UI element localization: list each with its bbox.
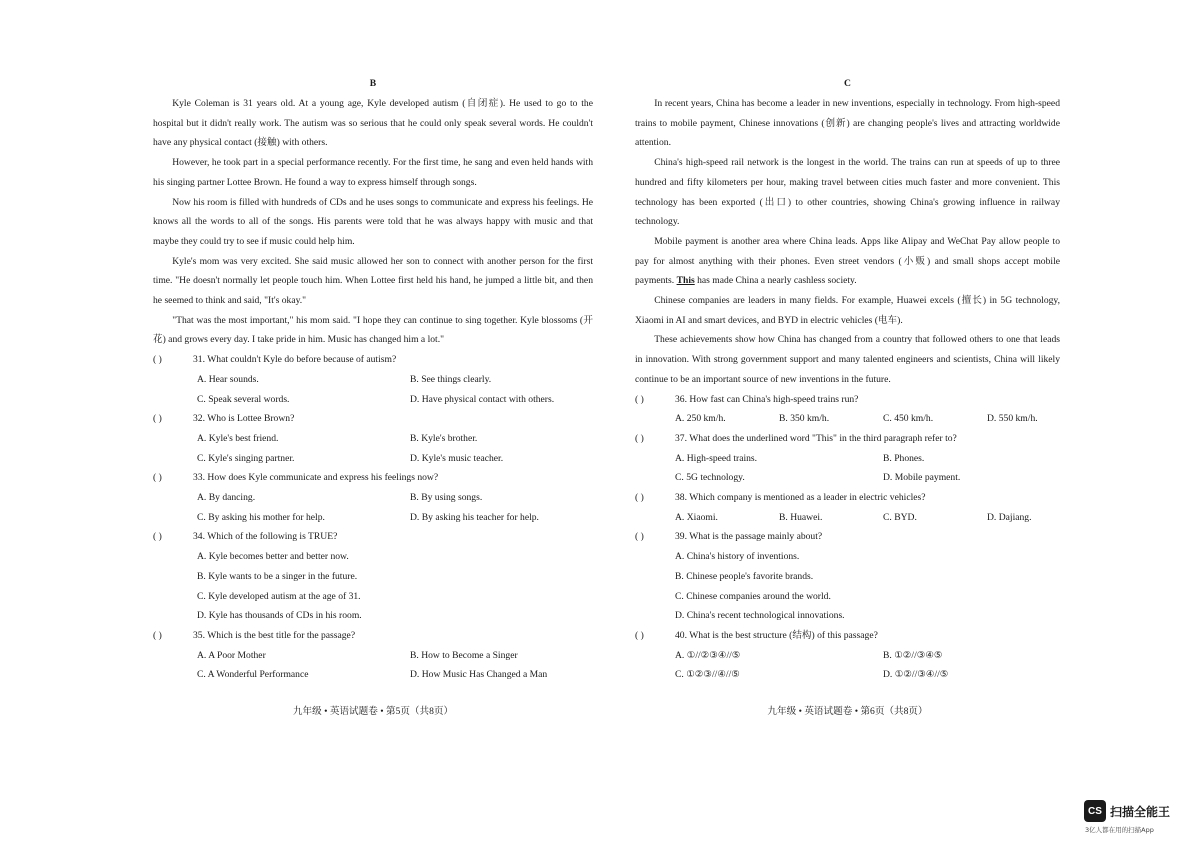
option-a: A. Xiaomi. <box>675 511 718 523</box>
option-b: B. Huawei. <box>779 511 823 523</box>
answer-blank[interactable]: ( ) <box>635 531 644 543</box>
option-c: C. 450 km/h. <box>883 413 934 425</box>
answer-blank[interactable]: ( ) <box>635 393 644 405</box>
option-d: D. Kyle's music teacher. <box>410 452 504 464</box>
left-page <box>153 0 593 685</box>
option-d: D. ①②//③④//⑤ <box>883 669 949 681</box>
paragraph: These achievements show how China has changed from a country that followed others to one that leads in innovation. With strong government support and many talented engineers and scientists, China will likely continue to be an important source of new inventions in the future. <box>635 334 1060 385</box>
question-37 <box>635 429 1060 488</box>
option-d: D. Kyle has thousands of CDs in his room. <box>197 610 362 622</box>
option-c: C. Kyle's singing partner. <box>197 452 295 464</box>
question-40 <box>635 626 1060 685</box>
answer-blank[interactable]: ( ) <box>153 413 162 425</box>
answer-blank[interactable]: ( ) <box>153 472 162 484</box>
question-text: 33. How does Kyle communicate and express his feelings now? <box>193 472 439 484</box>
question-text: 37. What does the underlined word "This" in the third paragraph refer to? <box>675 432 957 444</box>
option-a: A. High-speed trains. <box>675 452 758 464</box>
question-text: 36. How fast can China's high-speed trains run? <box>675 393 859 405</box>
option-c: C. 5G technology. <box>675 472 745 484</box>
answer-blank[interactable]: ( ) <box>635 629 644 641</box>
section-title-c: C <box>844 78 851 89</box>
answer-blank[interactable]: ( ) <box>153 354 162 366</box>
option-b: B. Kyle's brother. <box>410 432 478 444</box>
question-text: 38. Which company is mentioned as a leader in electric vehicles? <box>675 492 926 504</box>
watermark-tagline: 3亿人都在用的扫描App <box>1085 826 1154 834</box>
option-b: B. See things clearly. <box>410 373 492 385</box>
option-c: C. BYD. <box>883 511 917 523</box>
option-b: B. ①②//③④⑤ <box>883 649 943 661</box>
option-a: A. Kyle becomes better and better now. <box>197 551 349 563</box>
option-b: B. Phones. <box>883 452 925 464</box>
paragraph: Chinese companies are leaders in many fields. For example, Huawei excels (擅长) in 5G technology, Xiaomi in AI and smart devices, and BYD in electric vehicles (电车). <box>635 295 1060 326</box>
option-b: B. How to Become a Singer <box>410 649 518 661</box>
option-d: D. How Music Has Changed a Man <box>410 669 548 681</box>
option-c: C. Kyle developed autism at the age of 31. <box>197 590 361 602</box>
option-c: C. ①②③//④//⑤ <box>675 669 740 681</box>
cs-logo-icon: CS <box>1084 800 1106 822</box>
option-c: C. Chinese companies around the world. <box>675 590 831 602</box>
question-38 <box>635 488 1060 527</box>
option-c: C. Speak several words. <box>197 393 290 405</box>
paragraph: Now his room is filled with hundreds of CDs and he uses songs to communicate and express his feelings. He knows all the words to all of the songs. His parents were told that he was always happy with music and that maybe they could try to see if music could help him. <box>153 196 593 247</box>
option-b: B. By using songs. <box>410 492 483 504</box>
passage-b <box>153 94 593 350</box>
option-b: B. 350 km/h. <box>779 413 830 425</box>
question-34 <box>153 527 593 626</box>
option-b: B. Kyle wants to be a singer in the future. <box>197 570 358 582</box>
question-39 <box>635 527 1060 626</box>
option-a: A. ①//②③④//⑤ <box>675 649 741 661</box>
option-a: A. 250 km/h. <box>675 413 726 425</box>
option-d: D. Dajiang. <box>987 511 1032 523</box>
question-36 <box>635 390 1060 429</box>
question-32 <box>153 409 593 468</box>
answer-blank[interactable]: ( ) <box>153 531 162 543</box>
option-c: C. By asking his mother for help. <box>197 511 325 523</box>
question-text: 40. What is the best structure (结构) of this passage? <box>675 629 878 641</box>
option-a: A. Hear sounds. <box>197 373 259 385</box>
paragraph: Kyle's mom was very excited. She said music allowed her son to connect with another person for the first time. "He doesn't normally let people touch him. When Lottee first held his hand, he jumped a little bit, and then he seemed to think and said, "It's okay." <box>153 255 593 307</box>
option-d: D. Mobile payment. <box>883 472 961 484</box>
page-footer-right: 九年级 • 英语试题卷 • 第6页（共8页） <box>767 706 928 717</box>
page-footer-left: 九年级 • 英语试题卷 • 第5页（共8页） <box>292 706 454 717</box>
paragraph: However, he took part in a special performance recently. For the first time, he sang and even held hands with his singing partner Lottee Brown. He found a way to express himself through songs. <box>153 157 593 188</box>
paragraph <box>635 232 1060 291</box>
question-text: 39. What is the passage mainly about? <box>675 531 823 543</box>
section-title-b: B <box>369 78 377 89</box>
option-a: A. China's history of inventions. <box>675 551 800 563</box>
answer-blank[interactable]: ( ) <box>153 629 162 641</box>
watermark-brand: 扫描全能王 <box>1110 804 1171 819</box>
question-text: 34. Which of the following is TRUE? <box>193 531 338 543</box>
paragraph: In recent years, China has become a leader in new inventions, especially in technology. From high-speed trains to mobile payment, Chinese innovations (创新) are changing people's lives and attracting worldwide attention. <box>635 98 1060 149</box>
paragraph: Kyle Coleman is 31 years old. At a young age, Kyle developed autism (自闭症). He used to go to the hospital but it didn't really work. The autism was so serious that he could only speak several words. He couldn't have any physical contact (接触) with others. <box>153 98 593 149</box>
answer-blank[interactable]: ( ) <box>635 492 644 504</box>
question-33 <box>153 468 593 527</box>
question-text: 31. What couldn't Kyle do before because of autism? <box>193 354 397 366</box>
question-text: 32. Who is Lottee Brown? <box>193 413 295 425</box>
passage-c <box>635 94 1060 390</box>
question-31 <box>153 350 593 409</box>
question-35 <box>153 626 593 685</box>
option-c: C. A Wonderful Performance <box>197 669 309 681</box>
paragraph: China's high-speed rail network is the longest in the world. The trains can run at speeds of up to three hundred and fifty kilometers per hour, making travel between cities much faster and more convenient. This technology has been exported (出口) to other countries, showing China's growing influence in railway technology. <box>635 157 1060 228</box>
option-a: A. Kyle's best friend. <box>197 432 279 444</box>
option-a: A. By dancing. <box>197 492 256 504</box>
question-text: 35. Which is the best title for the passage? <box>193 629 356 641</box>
paragraph-text: Mobile payment is another area where China leads. Apps like Alipay and WeChat Pay allow people to pay for almost anything with their phones. Even street vendors (小贩) and small shops accept mobile payments. <box>635 235 1060 287</box>
option-d: D. 550 km/h. <box>987 413 1038 425</box>
scanner-watermark <box>1084 800 1170 822</box>
right-page <box>635 0 1060 685</box>
paragraph-text: has made China a nearly cashless society. <box>694 275 857 287</box>
option-d: D. Have physical contact with others. <box>410 393 555 405</box>
underlined-word-this: This <box>676 275 695 287</box>
option-d: D. By asking his teacher for help. <box>410 511 539 523</box>
option-b: B. Chinese people's favorite brands. <box>675 570 814 582</box>
answer-blank[interactable]: ( ) <box>635 432 644 444</box>
option-d: D. China's recent technological innovations. <box>675 610 845 622</box>
option-a: A. A Poor Mother <box>197 649 266 661</box>
paragraph: "That was the most important," his mom said. "I hope they can continue to sing together. Kyle blossoms (开花) and grows every day. I take pride in him. Music has changed him a lot." <box>153 314 593 346</box>
